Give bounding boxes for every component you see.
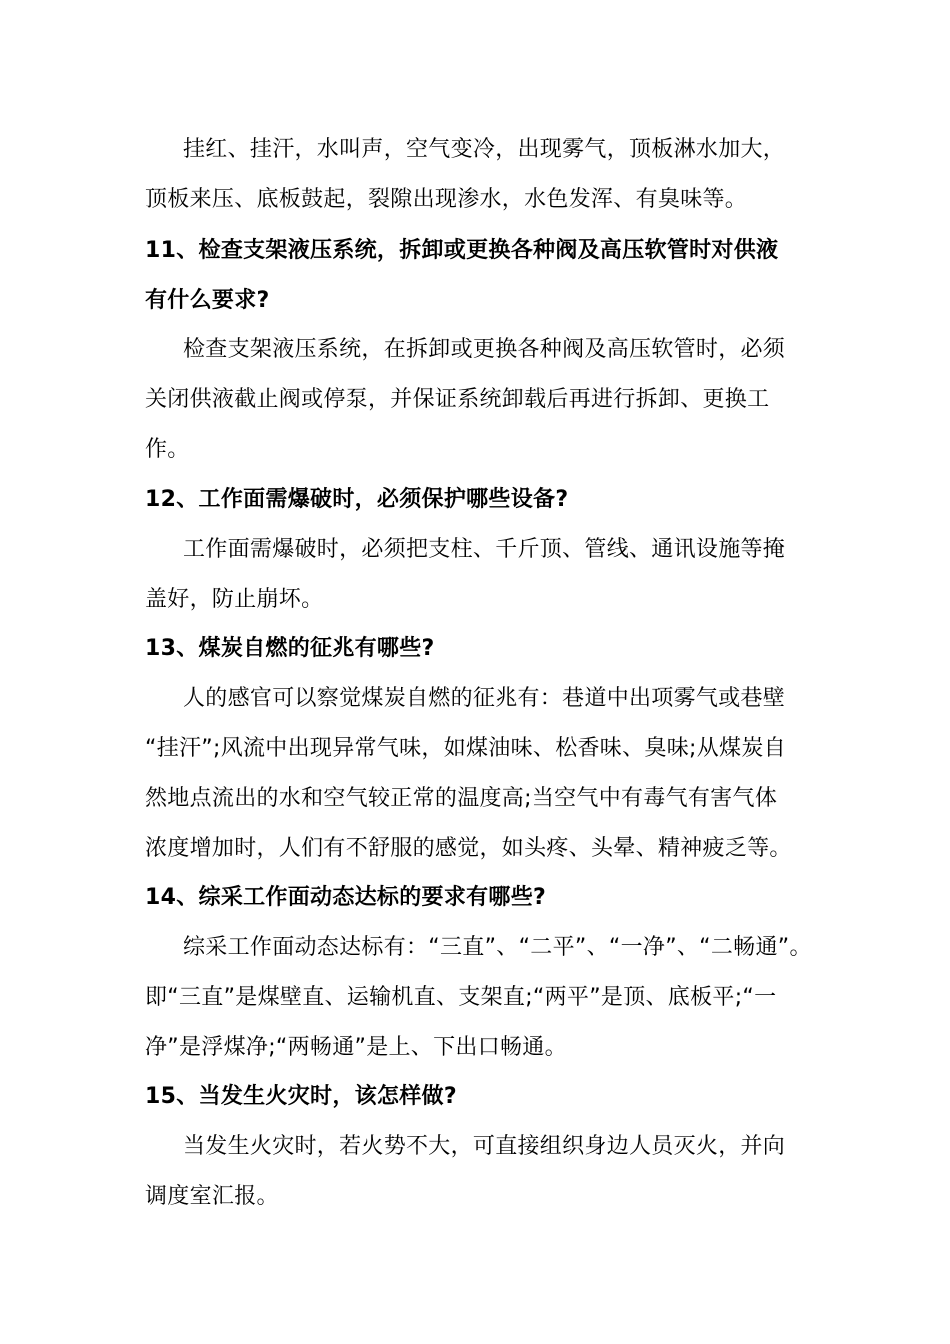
question-heading: 有什么要求?	[145, 288, 270, 313]
question-heading: 15、当发生火灾时，该怎样做?	[145, 1084, 457, 1109]
answer-line: 综采工作面动态达标有：“三直”、“二平”、“一净”、“二畅通”。	[183, 935, 812, 960]
answer-line: 顶板来压、底板鼓起，裂隙出现渗水，水色发浑、有臭味等。	[145, 187, 748, 212]
question-heading: 14、综采工作面动态达标的要求有哪些?	[145, 885, 547, 910]
answer-line: 作。	[145, 437, 190, 462]
question-heading: 12、工作面需爆破时，必须保护哪些设备?	[145, 487, 569, 512]
question-heading: 13、煤炭自燃的征兆有哪些?	[145, 636, 435, 661]
answer-line: 然地点流出的水和空气较正常的温度高;当空气中有毒气有害气体	[145, 786, 778, 811]
answer-line: “挂汗”;风流中出现异常气味，如煤油味、松香味、臭味;从煤炭自	[145, 736, 786, 761]
answer-line: 挂红、挂汗，水叫声，空气变冷，出现雾气，顶板淋水加大，	[183, 137, 786, 162]
answer-line: 净”是浮煤净;“两畅通”是上、下出口畅通。	[145, 1035, 567, 1060]
answer-line: 工作面需爆破时，必须把支柱、千斤顶、管线、通讯设施等掩	[183, 537, 786, 562]
answer-line: 调度室汇报。	[145, 1184, 279, 1209]
answer-line: 关闭供液截止阀或停泵，并保证系统卸载后再进行拆卸、更换工	[145, 387, 770, 412]
answer-line: 即“三直”是煤壁直、运输机直、支架直;“两平”是顶、底板平;“一	[145, 985, 777, 1010]
answer-line: 检查支架液压系统，在拆卸或更换各种阀及高压软管时，必须	[183, 337, 786, 362]
answer-line: 人的感官可以察觉煤炭自燃的征兆有：巷道中出项雾气或巷壁	[183, 686, 786, 711]
answer-line: 当发生火灾时，若火势不大，可直接组织身边人员灭火，并向	[183, 1134, 786, 1159]
answer-line: 浓度增加时，人们有不舒服的感觉，如头疼、头晕、精神疲乏等。	[145, 836, 792, 861]
question-heading: 11、检查支架液压系统，拆卸或更换各种阀及高压软管时对供液	[145, 238, 779, 263]
answer-line: 盖好，防止崩坏。	[145, 587, 324, 612]
